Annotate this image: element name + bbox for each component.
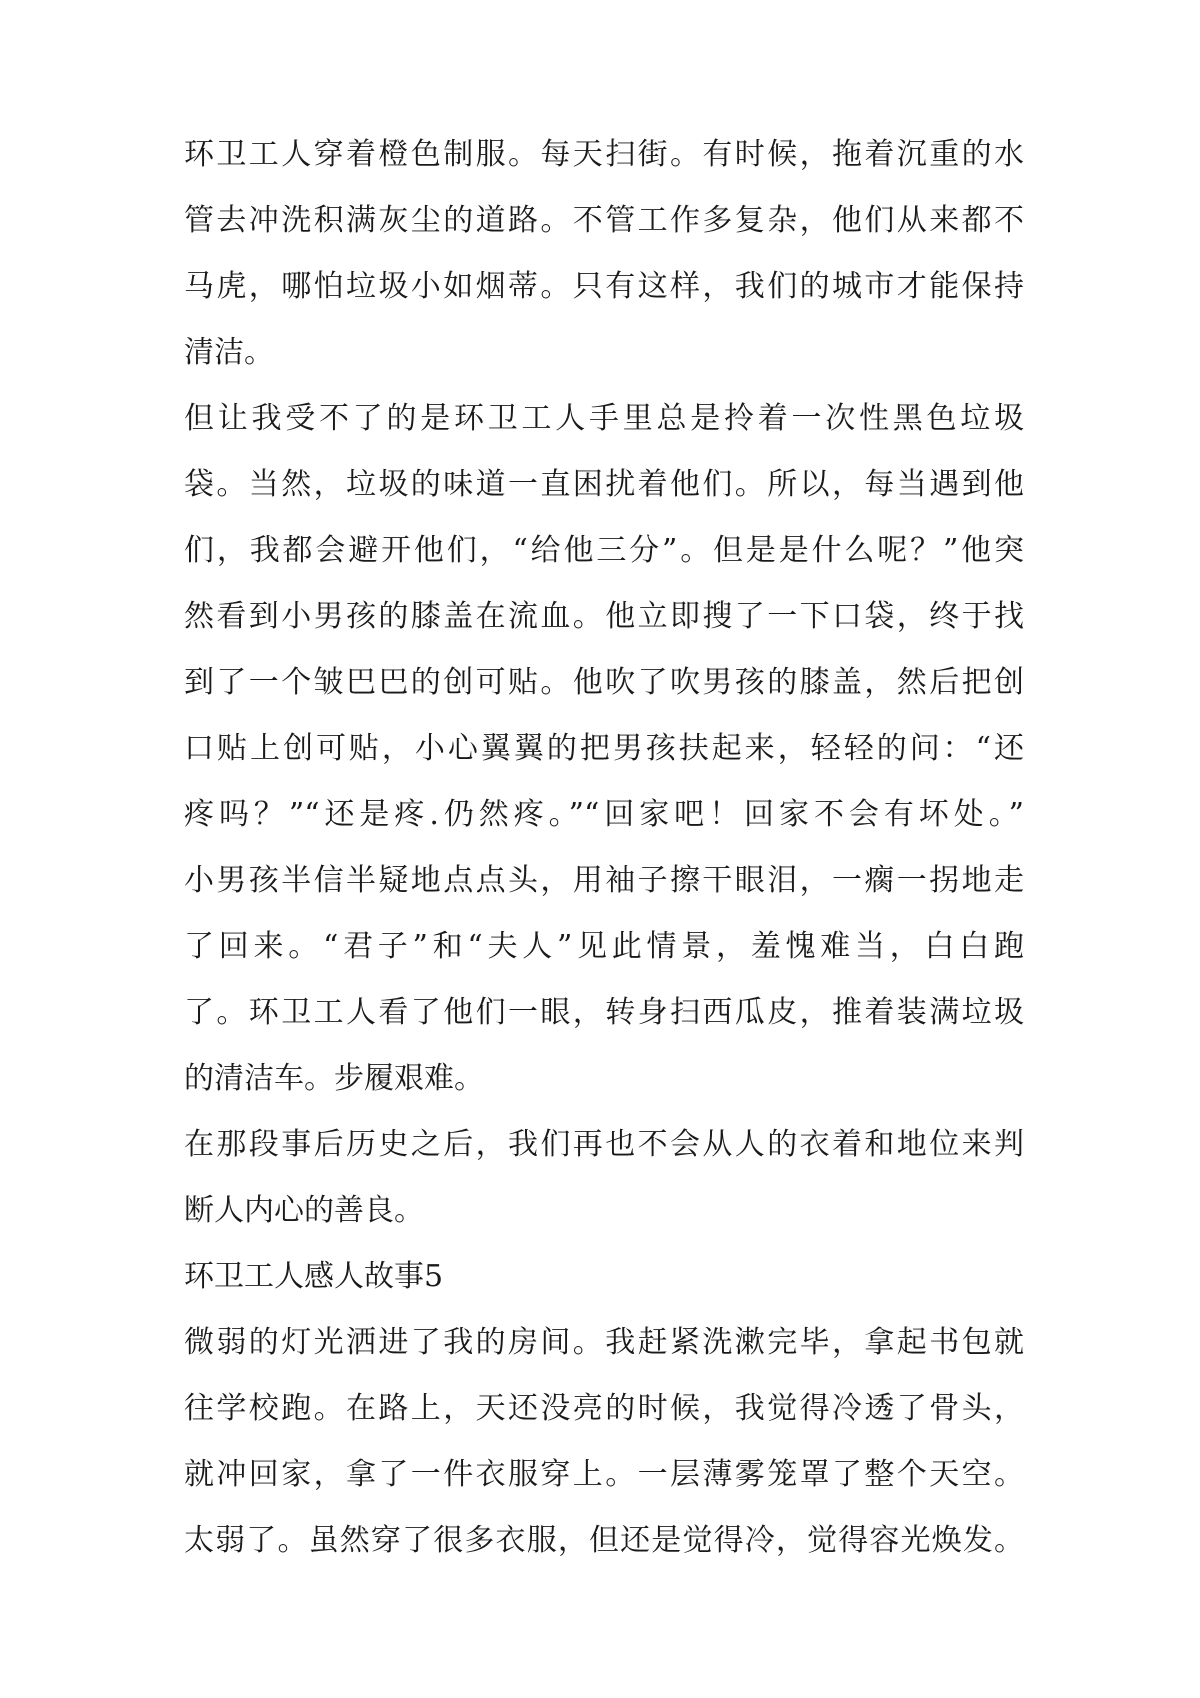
text-line: 然看到小男孩的膝盖在流血。他立即搜了一下口袋，终于找 [184,599,1024,634]
text-line: 到了一个皱巴巴的创可贴。他吹了吹男孩的膝盖，然后把创 [184,665,1024,700]
text-line: 往学校跑。在路上，天还没亮的时候，我觉得冷透了骨头， [184,1391,1024,1426]
text-line: 口贴上创可贴，小心翼翼的把男孩扶起来，轻轻的问：“还 [184,731,1024,766]
text-line: 太弱了。虽然穿了很多衣服，但还是觉得冷，觉得容光焕发。 [184,1523,1024,1558]
text-line: 但让我受不了的是环卫工人手里总是拎着一次性黑色垃圾 [184,401,1024,436]
text-line: 管去冲洗积满灰尘的道路。不管工作多复杂，他们从来都不 [184,203,1024,238]
text-line: 疼吗？”“还是疼.仍然疼。”“回家吧！回家不会有坏处。” [184,797,1024,832]
text-line: 微弱的灯光洒进了我的房间。我赶紧洗漱完毕，拿起书包就 [184,1325,1024,1360]
text-line: 们，我都会避开他们，“给他三分”。但是是什么呢？”他突 [184,533,1024,568]
text-line: 小男孩半信半疑地点点头，用袖子擦干眼泪，一瘸一拐地走 [184,863,1024,898]
text-line: 就冲回家，拿了一件衣服穿上。一层薄雾笼罩了整个天空。 [184,1457,1024,1492]
text-line: 的清洁车。步履艰难。 [184,1061,484,1096]
text-line: 断人内心的善良。 [184,1193,424,1228]
text-line: 了回来。“君子”和“夫人”见此情景，羞愧难当，白白跑 [184,929,1024,964]
text-line: 清洁。 [184,335,274,370]
text-line: 马虎，哪怕垃圾小如烟蒂。只有这样，我们的城市才能保持 [184,269,1024,304]
text-line: 了。环卫工人看了他们一眼，转身扫西瓜皮，推着装满垃圾 [184,995,1024,1030]
text-line: 袋。当然，垃圾的味道一直困扰着他们。所以，每当遇到他 [184,467,1024,502]
text-line: 环卫工人穿着橙色制服。每天扫街。有时候，拖着沉重的水 [184,137,1024,172]
document-body [184,122,1024,1574]
text-line: 在那段事后历史之后，我们再也不会从人的衣着和地位来判 [184,1127,1024,1162]
section-heading: 环卫工人感人故事5 [184,1259,444,1294]
